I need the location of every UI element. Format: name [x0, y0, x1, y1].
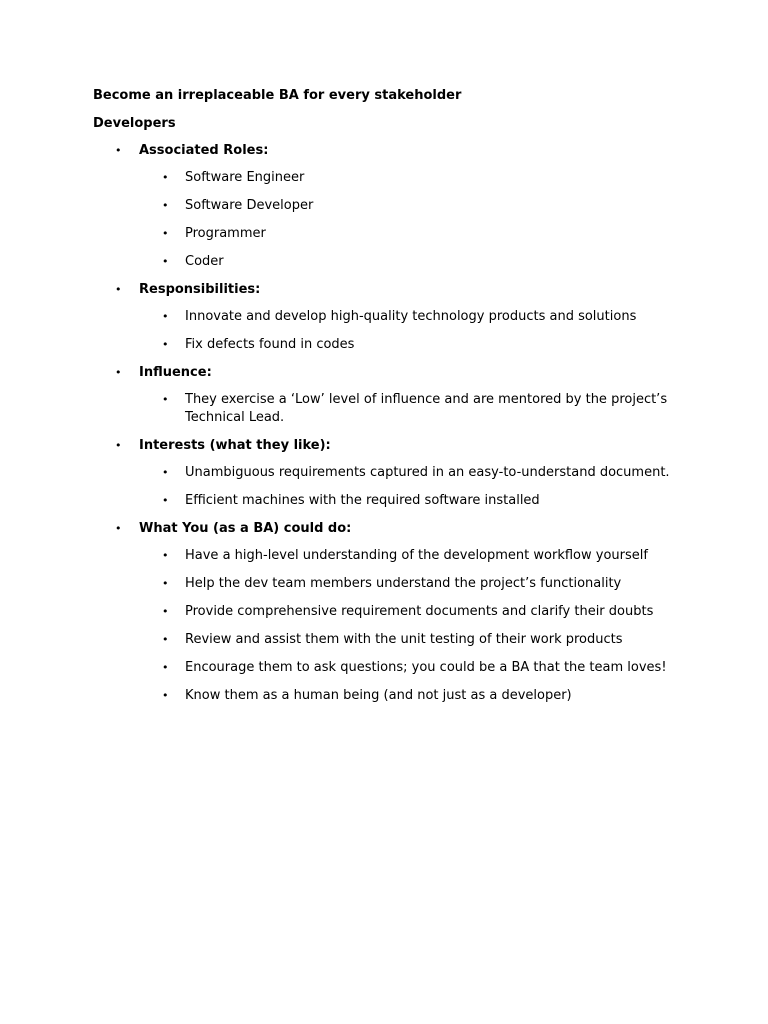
- list-item: [139, 659, 693, 677]
- sub-list: [139, 308, 693, 354]
- bullet-icon: •: [162, 661, 169, 674]
- list-item: [139, 253, 693, 271]
- bullet-icon: •: [115, 439, 122, 452]
- bullet-icon: •: [115, 366, 122, 379]
- bullet-icon: •: [162, 338, 169, 351]
- section-label: What You (as a BA) could do:: [139, 521, 352, 536]
- list-item-text: Know them as a human being (and not just as a developer): [185, 688, 572, 703]
- section-item: [93, 281, 693, 354]
- bullet-icon: •: [162, 605, 169, 618]
- bullet-icon: •: [162, 310, 169, 323]
- sub-list: [139, 391, 693, 427]
- list-item: [139, 197, 693, 215]
- list-item: [139, 336, 693, 354]
- list-item-text: Efficient machines with the required software installed: [185, 493, 540, 508]
- list-item: [139, 631, 693, 649]
- list-item-text: Unambiguous requirements captured in an easy-to-understand document.: [185, 465, 670, 480]
- list-item: [139, 225, 693, 243]
- list-item: [139, 391, 693, 427]
- document-title: Become an irreplaceable BA for every stakeholder: [93, 88, 462, 103]
- list-item: [139, 308, 693, 326]
- bullet-icon: •: [162, 466, 169, 479]
- document-page: [93, 87, 693, 715]
- sub-list: [139, 547, 693, 705]
- list-item: [139, 169, 693, 187]
- list-item: [139, 603, 693, 621]
- section-heading: Developers: [93, 116, 176, 131]
- list-item-text: Software Engineer: [185, 170, 305, 185]
- list-item: [139, 492, 693, 510]
- section-item: [93, 437, 693, 510]
- list-item-text: Provide comprehensive requirement documents and clarify their doubts: [185, 604, 654, 619]
- bullet-icon: •: [162, 633, 169, 646]
- list-item-text: They exercise a ‘Low’ level of influence and are mentored by the project’s Technical Lead.: [185, 392, 668, 425]
- section-label: Associated Roles:: [139, 143, 269, 158]
- bullet-icon: •: [162, 171, 169, 184]
- list-item-text: Help the dev team members understand the project’s functionality: [185, 576, 622, 591]
- list-item-text: Encourage them to ask questions; you could be a BA that the team loves!: [185, 660, 667, 675]
- bullet-icon: •: [162, 255, 169, 268]
- section-label: Influence:: [139, 365, 212, 380]
- list-item-text: Innovate and develop high-quality technology products and solutions: [185, 309, 637, 324]
- bullet-icon: •: [115, 283, 122, 296]
- list-item: [139, 687, 693, 705]
- section-label: Interests (what they like):: [139, 438, 331, 453]
- list-item: [139, 575, 693, 593]
- section-item: [93, 142, 693, 271]
- section-item: [93, 364, 693, 427]
- section-list: [93, 142, 693, 705]
- sub-list: [139, 464, 693, 510]
- bullet-icon: •: [162, 577, 169, 590]
- bullet-icon: •: [162, 494, 169, 507]
- list-item: [139, 547, 693, 565]
- bullet-icon: •: [162, 689, 169, 702]
- bullet-icon: •: [162, 199, 169, 212]
- bullet-icon: •: [115, 144, 122, 157]
- list-item-text: Programmer: [185, 226, 266, 241]
- list-item-text: Coder: [185, 254, 224, 269]
- bullet-icon: •: [162, 227, 169, 240]
- section-label: Responsibilities:: [139, 282, 261, 297]
- bullet-icon: •: [162, 393, 169, 406]
- list-item: [139, 464, 693, 482]
- bullet-icon: •: [115, 522, 122, 535]
- list-item-text: Software Developer: [185, 198, 314, 213]
- list-item-text: Have a high-level understanding of the development workflow yourself: [185, 548, 648, 563]
- list-item-text: Review and assist them with the unit testing of their work products: [185, 632, 623, 647]
- list-item-text: Fix defects found in codes: [185, 337, 355, 352]
- sub-list: [139, 169, 693, 271]
- bullet-icon: •: [162, 549, 169, 562]
- section-item: [93, 520, 693, 705]
